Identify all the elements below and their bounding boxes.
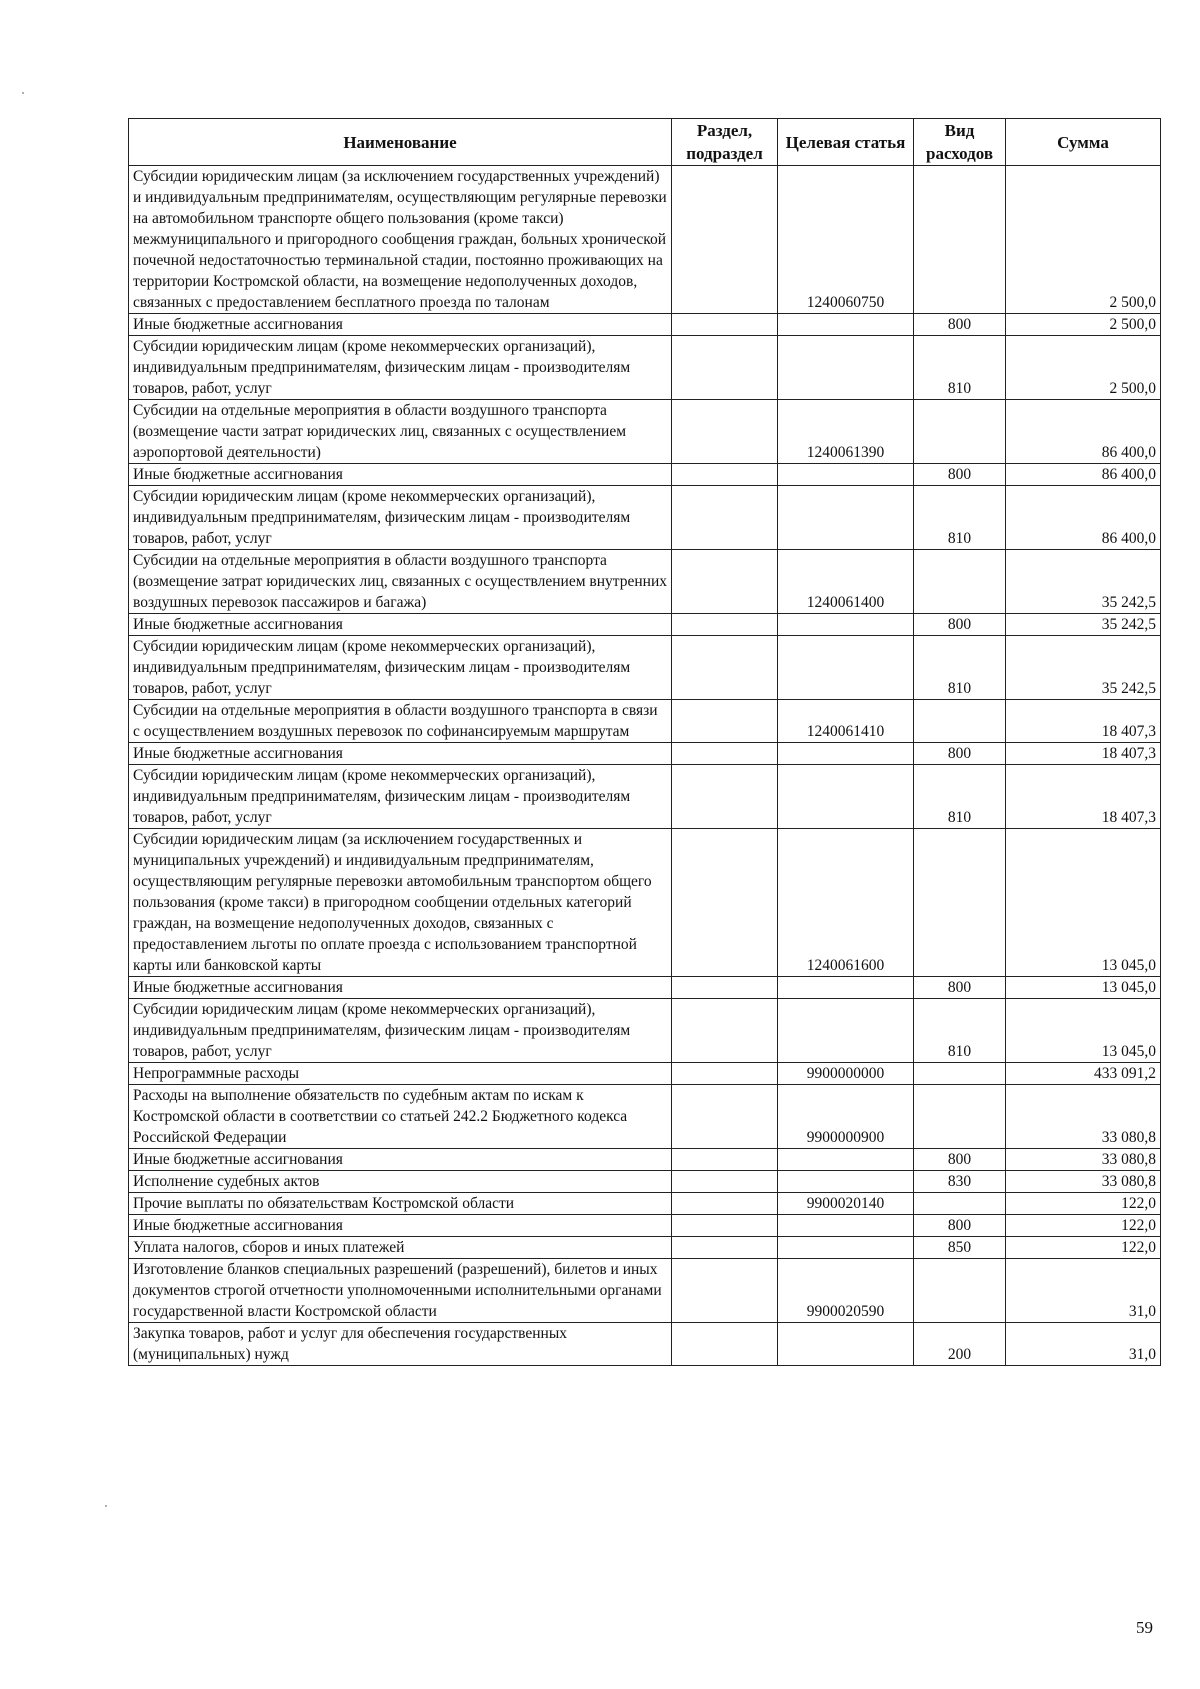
cell-kind: 800 (914, 1149, 1006, 1171)
cell-target (778, 977, 914, 999)
table-body (129, 166, 1161, 1366)
cell-kind: 810 (914, 336, 1006, 400)
cell-sum: 31,0 (1006, 1259, 1161, 1323)
cell-section (672, 1171, 778, 1193)
table-row (129, 700, 1161, 743)
table-row (129, 1063, 1161, 1085)
cell-name: Иные бюджетные ассигнования (129, 977, 672, 999)
cell-section (672, 464, 778, 486)
cell-target (778, 1215, 914, 1237)
cell-kind (914, 1063, 1006, 1085)
cell-name: Расходы на выполнение обязательств по судебным актам по искам к Костромской области в соответствии со статьей 242.2 Бюджетного кодекса Российской Федерации (129, 1085, 672, 1149)
cell-name: Иные бюджетные ассигнования (129, 464, 672, 486)
table-row (129, 999, 1161, 1063)
cell-target: 1240061390 (778, 400, 914, 464)
cell-section (672, 700, 778, 743)
cell-kind: 810 (914, 999, 1006, 1063)
cell-kind (914, 700, 1006, 743)
cell-sum: 86 400,0 (1006, 486, 1161, 550)
header-sum: Сумма (1006, 119, 1161, 166)
cell-target (778, 1149, 914, 1171)
cell-sum: 2 500,0 (1006, 336, 1161, 400)
cell-sum: 33 080,8 (1006, 1149, 1161, 1171)
scan-speck (22, 92, 24, 94)
cell-section (672, 1193, 778, 1215)
cell-name: Субсидии юридическим лицам (за исключением государственных учреждений) и индивидуальным предпринимателям, осуществляющим регулярные перевозки на автомобильном транспорте общего пользования (кроме такси) межмуниципального и пригородного сообщения граждан, больных хронической почечной недостаточностью терминальной стадии, постоянно проживающих на территории Костромской области, на возмещение недополученных доходов, связанных с предоставлением бесплатного проезда по талонам (129, 166, 672, 314)
cell-name: Субсидии на отдельные мероприятия в области воздушного транспорта в связи с осуществлением воздушных перевозок по софинансируемым маршрутам (129, 700, 672, 743)
cell-kind: 810 (914, 636, 1006, 700)
header-name: Наименование (129, 119, 672, 166)
table-row (129, 1193, 1161, 1215)
cell-sum: 35 242,5 (1006, 550, 1161, 614)
cell-sum: 35 242,5 (1006, 636, 1161, 700)
cell-name: Непрограммные расходы (129, 1063, 672, 1085)
page-number: 59 (1136, 1618, 1153, 1637)
table-row (129, 614, 1161, 636)
table-row (129, 1085, 1161, 1149)
header-section: Раздел, подраздел (672, 119, 778, 166)
cell-section (672, 1085, 778, 1149)
cell-name: Иные бюджетные ассигнования (129, 1149, 672, 1171)
cell-sum: 31,0 (1006, 1323, 1161, 1366)
cell-kind: 810 (914, 765, 1006, 829)
header-target: Целевая статья (778, 119, 914, 166)
cell-kind: 800 (914, 743, 1006, 765)
cell-section (672, 314, 778, 336)
cell-name: Субсидии юридическим лицам (кроме некоммерческих организаций), индивидуальным предпринимателям, физическим лицам - производителям товаров, работ, услуг (129, 636, 672, 700)
cell-section (672, 1259, 778, 1323)
cell-name: Субсидии юридическим лицам (за исключением государственных и муниципальных учреждений) и индивидуальным предпринимателям, осуществляющим регулярные перевозки автомобильным транспортом общего пользования (кроме такси) в пригородном сообщении отдельных категорий граждан, на возмещение недополученных доходов, связанных с предоставлением льготы по оплате проезда с использованием транспортной карты или банковской карты (129, 829, 672, 977)
cell-sum: 433 091,2 (1006, 1063, 1161, 1085)
cell-sum: 122,0 (1006, 1237, 1161, 1259)
cell-sum: 2 500,0 (1006, 166, 1161, 314)
cell-kind: 830 (914, 1171, 1006, 1193)
table-row (129, 1215, 1161, 1237)
cell-name: Закупка товаров, работ и услуг для обеспечения государственных (муниципальных) нужд (129, 1323, 672, 1366)
table-row (129, 829, 1161, 977)
table-row (129, 464, 1161, 486)
cell-kind: 800 (914, 977, 1006, 999)
scan-speck (105, 1505, 107, 1507)
table-row (129, 486, 1161, 550)
table-row (129, 400, 1161, 464)
cell-target (778, 636, 914, 700)
cell-section (672, 1323, 778, 1366)
cell-target (778, 1237, 914, 1259)
table-row (129, 336, 1161, 400)
cell-kind (914, 400, 1006, 464)
cell-target: 1240061410 (778, 700, 914, 743)
cell-name: Субсидии юридическим лицам (кроме некоммерческих организаций), индивидуальным предпринимателям, физическим лицам - производителям товаров, работ, услуг (129, 999, 672, 1063)
cell-kind (914, 1193, 1006, 1215)
cell-target: 1240061600 (778, 829, 914, 977)
cell-section (672, 614, 778, 636)
cell-kind: 850 (914, 1237, 1006, 1259)
cell-target: 1240061400 (778, 550, 914, 614)
cell-section (672, 1063, 778, 1085)
cell-name: Исполнение судебных актов (129, 1171, 672, 1193)
cell-kind (914, 1085, 1006, 1149)
cell-kind (914, 1259, 1006, 1323)
cell-target (778, 743, 914, 765)
table-row (129, 1149, 1161, 1171)
cell-sum: 2 500,0 (1006, 314, 1161, 336)
cell-sum: 122,0 (1006, 1193, 1161, 1215)
table-row (129, 743, 1161, 765)
cell-name: Иные бюджетные ассигнования (129, 314, 672, 336)
cell-target (778, 1323, 914, 1366)
cell-section (672, 743, 778, 765)
cell-sum: 33 080,8 (1006, 1171, 1161, 1193)
cell-sum: 13 045,0 (1006, 977, 1161, 999)
budget-table (128, 118, 1161, 1366)
cell-target (778, 614, 914, 636)
cell-kind: 800 (914, 614, 1006, 636)
cell-name: Иные бюджетные ассигнования (129, 614, 672, 636)
cell-target (778, 765, 914, 829)
cell-sum: 86 400,0 (1006, 464, 1161, 486)
cell-section (672, 1149, 778, 1171)
cell-kind: 810 (914, 486, 1006, 550)
cell-target: 9900000900 (778, 1085, 914, 1149)
cell-sum: 13 045,0 (1006, 999, 1161, 1063)
cell-target (778, 314, 914, 336)
cell-kind (914, 829, 1006, 977)
cell-target: 9900000000 (778, 1063, 914, 1085)
cell-kind (914, 550, 1006, 614)
table-row (129, 636, 1161, 700)
table-row (129, 765, 1161, 829)
cell-target: 9900020590 (778, 1259, 914, 1323)
cell-sum: 13 045,0 (1006, 829, 1161, 977)
cell-section (672, 550, 778, 614)
cell-sum: 35 242,5 (1006, 614, 1161, 636)
cell-sum: 122,0 (1006, 1215, 1161, 1237)
table-row (129, 1323, 1161, 1366)
cell-section (672, 400, 778, 464)
cell-target (778, 336, 914, 400)
cell-kind: 800 (914, 464, 1006, 486)
cell-section (672, 636, 778, 700)
table-row (129, 166, 1161, 314)
cell-name: Субсидии на отдельные мероприятия в области воздушного транспорта (возмещение затрат юридических лиц, связанных с осуществлением внутренних воздушных перевозок пассажиров и багажа) (129, 550, 672, 614)
cell-section (672, 977, 778, 999)
header-kind: Вид расходов (914, 119, 1006, 166)
cell-sum: 86 400,0 (1006, 400, 1161, 464)
cell-kind (914, 166, 1006, 314)
cell-section (672, 1237, 778, 1259)
cell-name: Изготовление бланков специальных разрешений (разрешений), билетов и иных документов строгой отчетности уполномоченными исполнительными органами государственной власти Костромской области (129, 1259, 672, 1323)
table-row (129, 314, 1161, 336)
cell-target (778, 486, 914, 550)
cell-name: Иные бюджетные ассигнования (129, 1215, 672, 1237)
table-row (129, 1171, 1161, 1193)
cell-section (672, 999, 778, 1063)
cell-name: Прочие выплаты по обязательствам Костромской области (129, 1193, 672, 1215)
cell-sum: 18 407,3 (1006, 765, 1161, 829)
cell-target (778, 464, 914, 486)
cell-section (672, 1215, 778, 1237)
cell-target: 9900020140 (778, 1193, 914, 1215)
cell-section (672, 486, 778, 550)
cell-section (672, 166, 778, 314)
cell-kind: 800 (914, 314, 1006, 336)
cell-name: Субсидии юридическим лицам (кроме некоммерческих организаций), индивидуальным предпринимателям, физическим лицам - производителям товаров, работ, услуг (129, 765, 672, 829)
table-row (129, 1259, 1161, 1323)
table-row (129, 1237, 1161, 1259)
cell-target (778, 1171, 914, 1193)
cell-name: Субсидии юридическим лицам (кроме некоммерческих организаций), индивидуальным предпринимателям, физическим лицам - производителям товаров, работ, услуг (129, 336, 672, 400)
cell-target: 1240060750 (778, 166, 914, 314)
cell-sum: 18 407,3 (1006, 700, 1161, 743)
cell-name: Субсидии на отдельные мероприятия в области воздушного транспорта (возмещение части затрат юридических лиц, связанных с осуществлением аэропортовой деятельности) (129, 400, 672, 464)
cell-sum: 18 407,3 (1006, 743, 1161, 765)
cell-sum: 33 080,8 (1006, 1085, 1161, 1149)
cell-kind: 800 (914, 1215, 1006, 1237)
cell-section (672, 765, 778, 829)
table-row (129, 550, 1161, 614)
cell-name: Иные бюджетные ассигнования (129, 743, 672, 765)
cell-section (672, 336, 778, 400)
cell-kind: 200 (914, 1323, 1006, 1366)
table-header-row (129, 119, 1161, 166)
cell-target (778, 999, 914, 1063)
cell-name: Уплата налогов, сборов и иных платежей (129, 1237, 672, 1259)
table-row (129, 977, 1161, 999)
cell-name: Субсидии юридическим лицам (кроме некоммерческих организаций), индивидуальным предпринимателям, физическим лицам - производителям товаров, работ, услуг (129, 486, 672, 550)
cell-section (672, 829, 778, 977)
